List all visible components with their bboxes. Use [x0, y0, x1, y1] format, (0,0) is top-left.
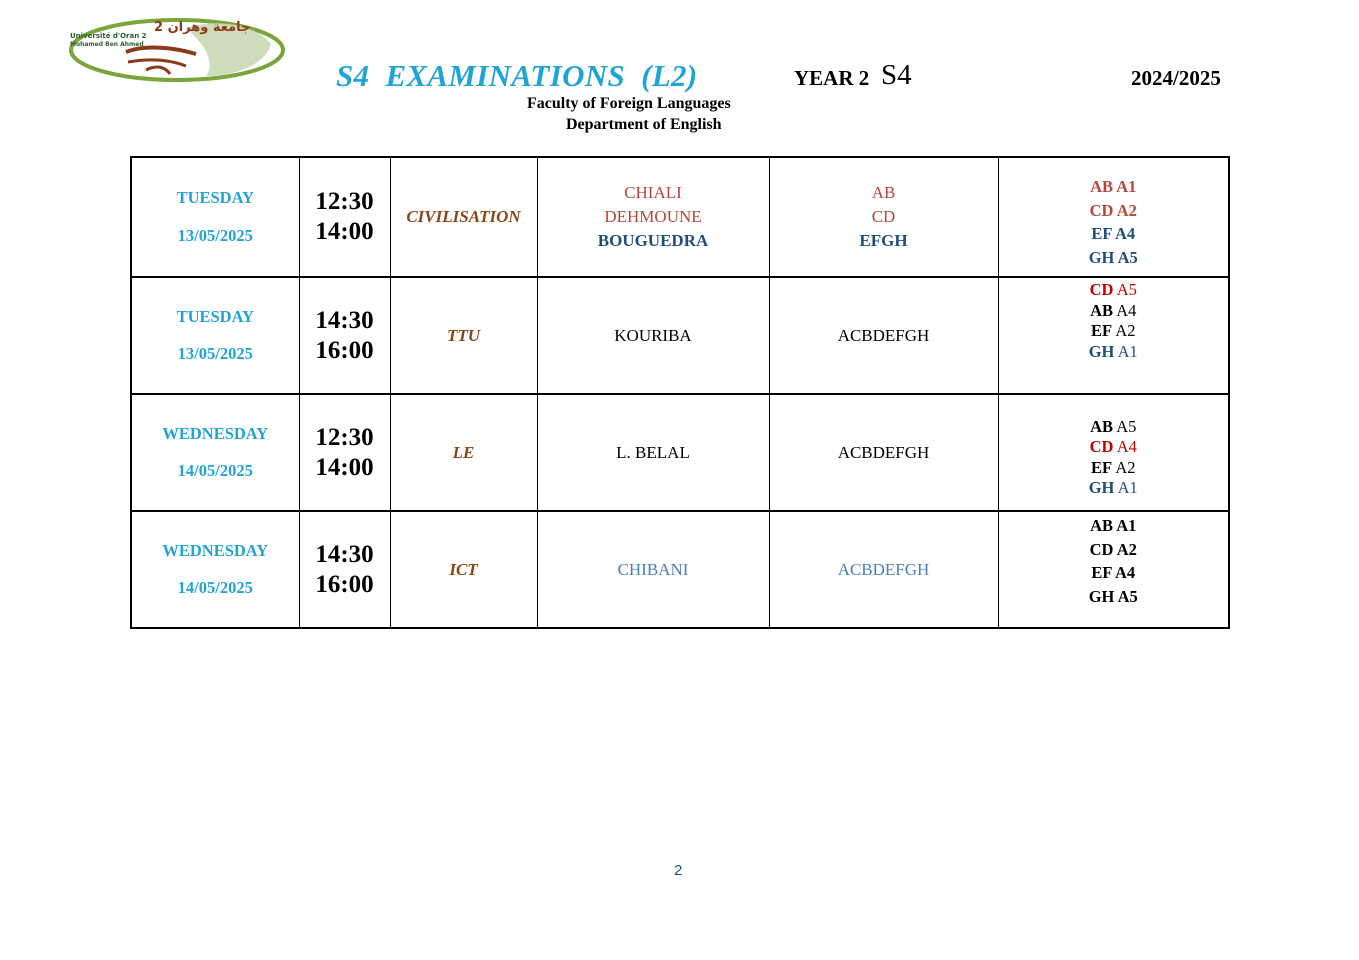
rooms-cell — [998, 157, 1229, 277]
room-assignment: GH A5 — [1088, 247, 1138, 267]
room-assignment: EF A4 — [1091, 224, 1136, 243]
group-label: CD — [871, 207, 896, 226]
day-label: WEDNESDAY — [162, 540, 269, 560]
day-label: WEDNESDAY — [162, 423, 269, 443]
module-cell — [390, 277, 537, 394]
day-cell — [131, 511, 299, 628]
time-cell — [299, 511, 390, 628]
day-cell — [131, 394, 299, 511]
module-name: LE — [452, 442, 475, 462]
groups-cell — [769, 277, 998, 394]
module-cell — [390, 511, 537, 628]
academic-year: 2024/2025 — [1131, 66, 1221, 90]
room-assignment: CD A4 — [1089, 437, 1137, 456]
date-label: 14/05/2025 — [177, 578, 253, 597]
room-assignment: AB A5 — [1090, 416, 1137, 436]
teachers-cell — [537, 394, 769, 511]
time-cell — [299, 394, 390, 511]
start-time: 14:30 — [315, 306, 374, 334]
logo-text-line1: Université d'Oran 2 — [70, 32, 147, 40]
day-label: TUESDAY — [176, 306, 254, 326]
end-time: 16:00 — [315, 570, 374, 598]
module-cell — [390, 394, 537, 511]
teacher-name: KOURIBA — [614, 325, 692, 345]
table-row — [131, 394, 1229, 511]
start-time: 14:30 — [315, 540, 374, 568]
university-logo-icon — [66, 14, 288, 84]
room-assignment: CD A2 — [1089, 200, 1137, 220]
date-label: 14/05/2025 — [177, 461, 253, 480]
teacher-name: BOUGUEDRA — [597, 231, 709, 250]
room-assignment: GH A1 — [1088, 478, 1138, 497]
room-assignment: AB A4 — [1090, 300, 1137, 320]
room-assignment: AB A1 — [1090, 516, 1137, 535]
group-label: ACBDEFGH — [837, 442, 930, 462]
teacher-name: L. BELAL — [616, 442, 690, 462]
teachers-cell — [537, 157, 769, 277]
year-semester: S4 — [881, 59, 912, 91]
module-cell — [390, 157, 537, 277]
room-assignment: EF A2 — [1091, 321, 1136, 340]
module-name: CIVILISATION — [406, 207, 521, 226]
rooms-cell — [998, 511, 1229, 628]
room-assignment: AB A1 — [1090, 177, 1137, 196]
day-cell — [131, 157, 299, 277]
date-label: 13/05/2025 — [177, 225, 253, 245]
group-label: ACBDEFGH — [837, 559, 930, 579]
room-assignment: CD A2 — [1089, 539, 1137, 559]
table-row — [131, 511, 1229, 628]
room-assignment: GH A5 — [1088, 586, 1138, 606]
rooms-cell — [998, 277, 1229, 394]
module-name: TTU — [446, 325, 481, 345]
teachers-cell — [537, 277, 769, 394]
logo-text-line2: Mohamed Ben Ahmed — [70, 41, 144, 48]
rooms-cell — [998, 394, 1229, 511]
module-name: ICT — [449, 559, 478, 579]
time-cell — [299, 157, 390, 277]
teacher-name: CHIALI — [624, 183, 682, 202]
university-logo — [66, 14, 288, 84]
teacher-name: DEHMOUNE — [604, 207, 702, 226]
exam-title: S4 EXAMINATIONS (L2) — [336, 58, 698, 93]
table-row — [131, 157, 1229, 277]
end-time: 14:00 — [315, 453, 374, 481]
teachers-cell — [537, 511, 769, 628]
group-label: EFGH — [859, 231, 908, 250]
day-cell — [131, 277, 299, 394]
logo-arabic-text: جامعة وهران 2 — [154, 20, 251, 35]
start-time: 12:30 — [315, 423, 374, 451]
room-assignment: CD A5 — [1089, 280, 1137, 299]
exam-schedule-table — [130, 156, 1230, 629]
start-time: 12:30 — [315, 188, 374, 215]
group-label: AB — [871, 183, 896, 202]
groups-cell — [769, 511, 998, 628]
group-label: ACBDEFGH — [837, 325, 930, 345]
groups-cell — [769, 394, 998, 511]
faculty-name: Faculty of Foreign Languages — [527, 95, 731, 112]
date-label: 13/05/2025 — [177, 344, 253, 363]
room-assignment: EF A2 — [1091, 457, 1136, 477]
teacher-name: CHIBANI — [617, 559, 689, 579]
end-time: 14:00 — [315, 218, 374, 245]
table-row — [131, 277, 1229, 394]
time-cell — [299, 277, 390, 394]
groups-cell — [769, 157, 998, 277]
year-label: YEAR 2 — [794, 66, 870, 90]
page-number: 2 — [674, 862, 683, 879]
room-assignment: EF A4 — [1091, 563, 1136, 582]
room-assignment: GH A1 — [1088, 341, 1138, 361]
department-name: Department of English — [566, 116, 722, 133]
day-label: TUESDAY — [176, 188, 254, 207]
end-time: 16:00 — [315, 336, 374, 364]
